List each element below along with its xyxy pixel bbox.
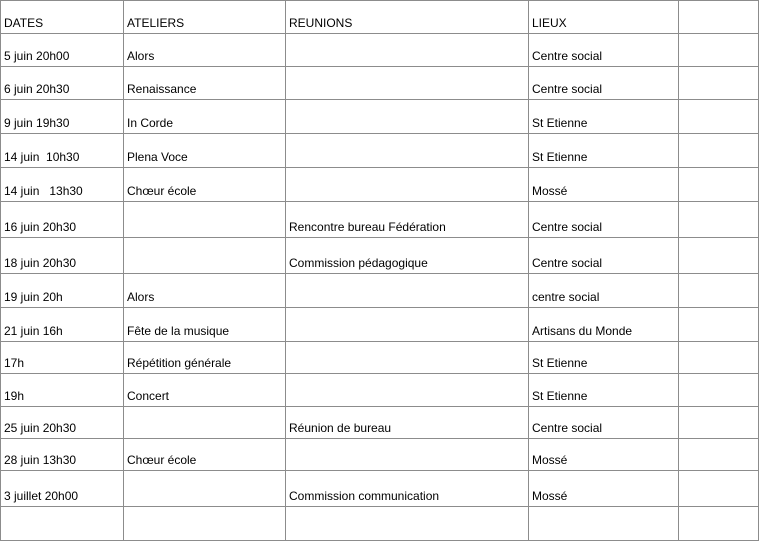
table-row [1,439,759,471]
cell-atelier: Alors [124,274,286,308]
cell-date: 19h [1,374,124,407]
cell-date: 5 juin 20h00 [1,34,124,67]
cell-lieu: centre social [529,274,679,308]
empty-cell [1,507,124,541]
empty-cell [124,507,286,541]
cell-reunion: Rencontre bureau Fédération [286,202,529,238]
cell-atelier [124,202,286,238]
table-row [1,407,759,439]
header-reunions: REUNIONS [286,1,529,34]
empty-cell [679,134,759,168]
cell-reunion [286,100,529,134]
cell-reunion: Commission communication [286,471,529,507]
cell-lieu: Mossé [529,168,679,202]
header-dates: DATES [1,1,124,34]
table-row [1,100,759,134]
cell-reunion: Commission pédagogique [286,238,529,274]
cell-reunion: Réunion de bureau [286,407,529,439]
empty-cell [679,342,759,374]
cell-atelier: Plena Voce [124,134,286,168]
cell-atelier: Concert [124,374,286,407]
empty-cell [679,274,759,308]
cell-reunion [286,308,529,342]
cell-lieu: St Etienne [529,342,679,374]
empty-cell [679,100,759,134]
empty-cell [679,67,759,100]
cell-date: 9 juin 19h30 [1,100,124,134]
cell-date: 19 juin 20h [1,274,124,308]
table-row [1,342,759,374]
empty-cell [529,507,679,541]
cell-reunion [286,67,529,100]
cell-lieu: Centre social [529,202,679,238]
cell-atelier: Chœur école [124,168,286,202]
empty-cell [679,471,759,507]
cell-date: 28 juin 13h30 [1,439,124,471]
cell-date: 21 juin 16h [1,308,124,342]
cell-lieu: Centre social [529,34,679,67]
table-row [1,67,759,100]
table-row [1,168,759,202]
empty-cell [679,168,759,202]
cell-atelier: Chœur école [124,439,286,471]
table-row [1,202,759,238]
empty-cell [679,202,759,238]
cell-date: 6 juin 20h30 [1,67,124,100]
cell-lieu: Mossé [529,471,679,507]
empty-cell [679,1,759,34]
empty-cell [679,507,759,541]
empty-cell [286,507,529,541]
empty-cell [679,238,759,274]
header-row [1,1,759,34]
cell-lieu: St Etienne [529,100,679,134]
table-row [1,274,759,308]
cell-reunion [286,374,529,407]
table-row [1,471,759,507]
cell-atelier: In Corde [124,100,286,134]
cell-date: 14 juin 13h30 [1,168,124,202]
cell-reunion [286,439,529,471]
cell-atelier: Alors [124,34,286,67]
cell-atelier: Renaissance [124,67,286,100]
cell-lieu: Artisans du Monde [529,308,679,342]
cell-atelier [124,407,286,439]
cell-reunion [286,342,529,374]
cell-date: 16 juin 20h30 [1,202,124,238]
table-row [1,134,759,168]
table-row [1,34,759,67]
cell-date: 14 juin 10h30 [1,134,124,168]
cell-reunion [286,274,529,308]
table-row [1,374,759,407]
cell-date: 3 juillet 20h00 [1,471,124,507]
cell-lieu: Centre social [529,407,679,439]
cell-lieu: Centre social [529,238,679,274]
cell-date: 25 juin 20h30 [1,407,124,439]
empty-cell [679,374,759,407]
cell-reunion [286,134,529,168]
empty-cell [679,439,759,471]
cell-lieu: St Etienne [529,374,679,407]
cell-reunion [286,34,529,67]
cell-date: 17h [1,342,124,374]
cell-atelier: Répétition générale [124,342,286,374]
cell-atelier: Fête de la musique [124,308,286,342]
cell-atelier [124,238,286,274]
cell-lieu: Centre social [529,67,679,100]
header-lieux: LIEUX [529,1,679,34]
table-row [1,507,759,541]
cell-lieu: St Etienne [529,134,679,168]
cell-lieu: Mossé [529,439,679,471]
cell-atelier [124,471,286,507]
cell-reunion [286,168,529,202]
empty-cell [679,34,759,67]
table-row [1,238,759,274]
cell-date: 18 juin 20h30 [1,238,124,274]
header-ateliers: ATELIERS [124,1,286,34]
empty-cell [679,308,759,342]
empty-cell [679,407,759,439]
table-row [1,308,759,342]
